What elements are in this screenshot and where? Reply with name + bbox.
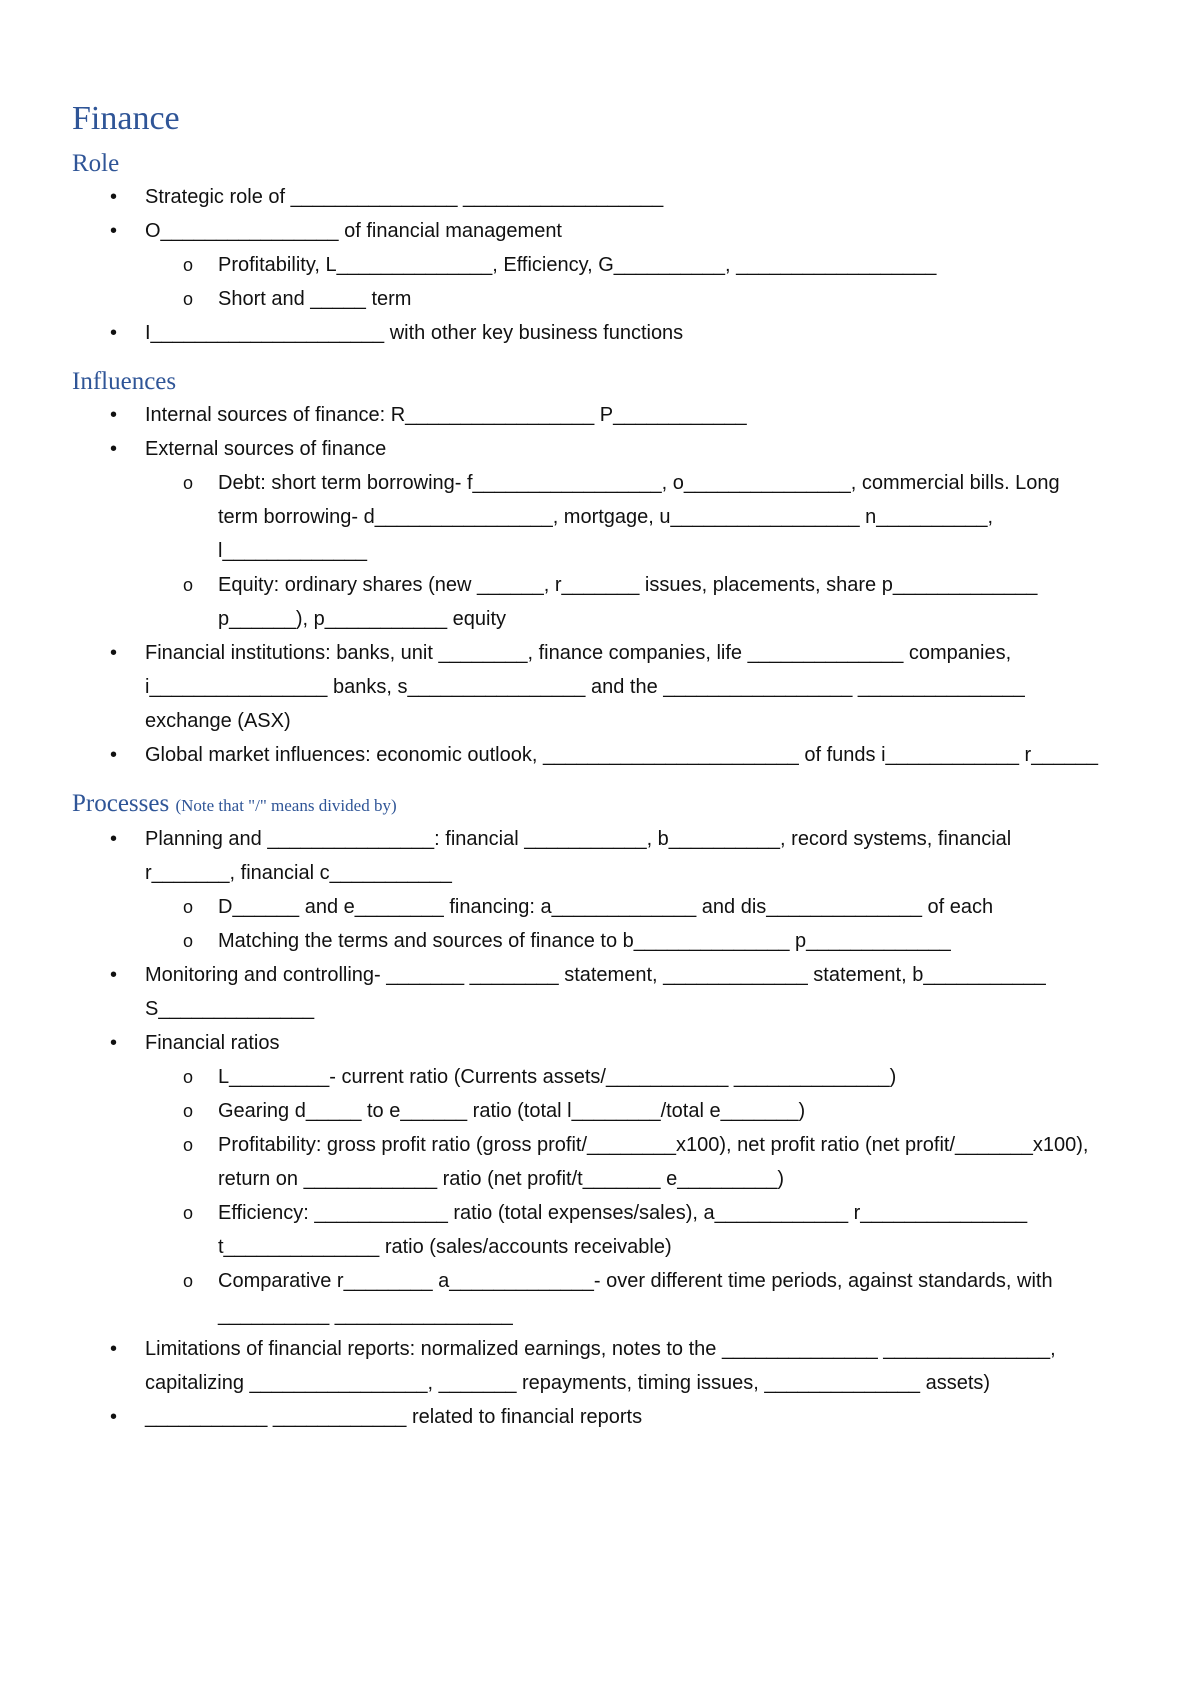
processes-list [72,822,1100,1434]
sublist-item: o Efficiency: ____________ ratio (total expenses/sales), a____________ r_______________ t______________ ratio (sales/accounts receivable) [145,1196,1100,1264]
section-influences [72,366,1100,772]
sublist-item: o Comparative r________ a_____________- over different time periods, against standards, with __________ ________________ [145,1264,1100,1332]
section-heading-role: Role [72,150,120,177]
sublist-item: o Profitability: gross profit ratio (gross profit/________x100), net profit ratio (net profit/_______x100), return on ____________ ratio (net profit/t_______ e_________) [145,1128,1100,1196]
list-item-text: Financial ratios [145,1032,280,1054]
processes-note: (Note that "/" means divided by) [175,796,397,815]
section-heading-processes [72,788,1100,822]
sublist-item: o Matching the terms and sources of finance to b______________ p_____________ [145,924,1100,958]
section-heading-influences: Influences [72,368,177,395]
sublist-item: o Short and _____ term [145,282,1100,316]
list-item: • Financial institutions: banks, unit ________, finance companies, life ______________ companies, i________________ banks, s________________ and the _________________ _______________ exchange (ASX) [72,636,1100,738]
influences-sublist [145,466,1100,636]
list-item [72,432,1100,636]
list-item-text: Planning and _______________: financial ___________, b__________, record systems, financial r_______, financial c___________ [145,828,1012,884]
planning-sublist [145,890,1100,958]
section-role [72,148,1100,350]
sublist-item: o Profitability, L______________, Efficiency, G__________, __________________ [145,248,1100,282]
sublist-item: o Debt: short term borrowing- f_________________, o_______________, commercial bills. Long term borrowing- d________________, mortgage, u_________________ n__________, l_____________ [145,466,1100,568]
section-processes [72,788,1100,1434]
list-item: • I_____________________ with other key business functions [72,316,1100,350]
sublist-item: o Equity: ordinary shares (new ______, r_______ issues, placements, share p_____________ p______), p___________ equity [145,568,1100,636]
list-item-text: O________________ of financial management [145,220,562,242]
role-sublist [145,248,1100,316]
sublist-item: o Gearing d_____ to e______ ratio (total l________/total e_______) [145,1094,1100,1128]
list-item: • ___________ ____________ related to financial reports [72,1400,1100,1434]
role-list [72,180,1100,350]
list-item: • Internal sources of finance: R_________________ P____________ [72,398,1100,432]
list-item: • Limitations of financial reports: normalized earnings, notes to the ______________ _______________, capitalizing ________________, _______ repayments, timing issues, ______________ assets) [72,1332,1100,1400]
list-item [72,1026,1100,1332]
ratios-sublist [145,1060,1100,1332]
list-item [72,822,1100,958]
sublist-item: o D______ and e________ financing: a_____________ and dis______________ of each [145,890,1100,924]
list-item: • Global market influences: economic outlook, _______________________ of funds i____________ r______ [72,738,1100,772]
sublist-item: o L_________- current ratio (Currents assets/___________ ______________) [145,1060,1100,1094]
processes-heading-text: Processes [72,790,170,817]
page-title: Finance [72,100,180,137]
list-item: • Strategic role of _______________ __________________ [72,180,1100,214]
influences-list [72,398,1100,772]
list-item [72,214,1100,316]
list-item-text: External sources of finance [145,438,387,460]
list-item: • Monitoring and controlling- _______ ________ statement, _____________ statement, b___________ S______________ [72,958,1100,1026]
